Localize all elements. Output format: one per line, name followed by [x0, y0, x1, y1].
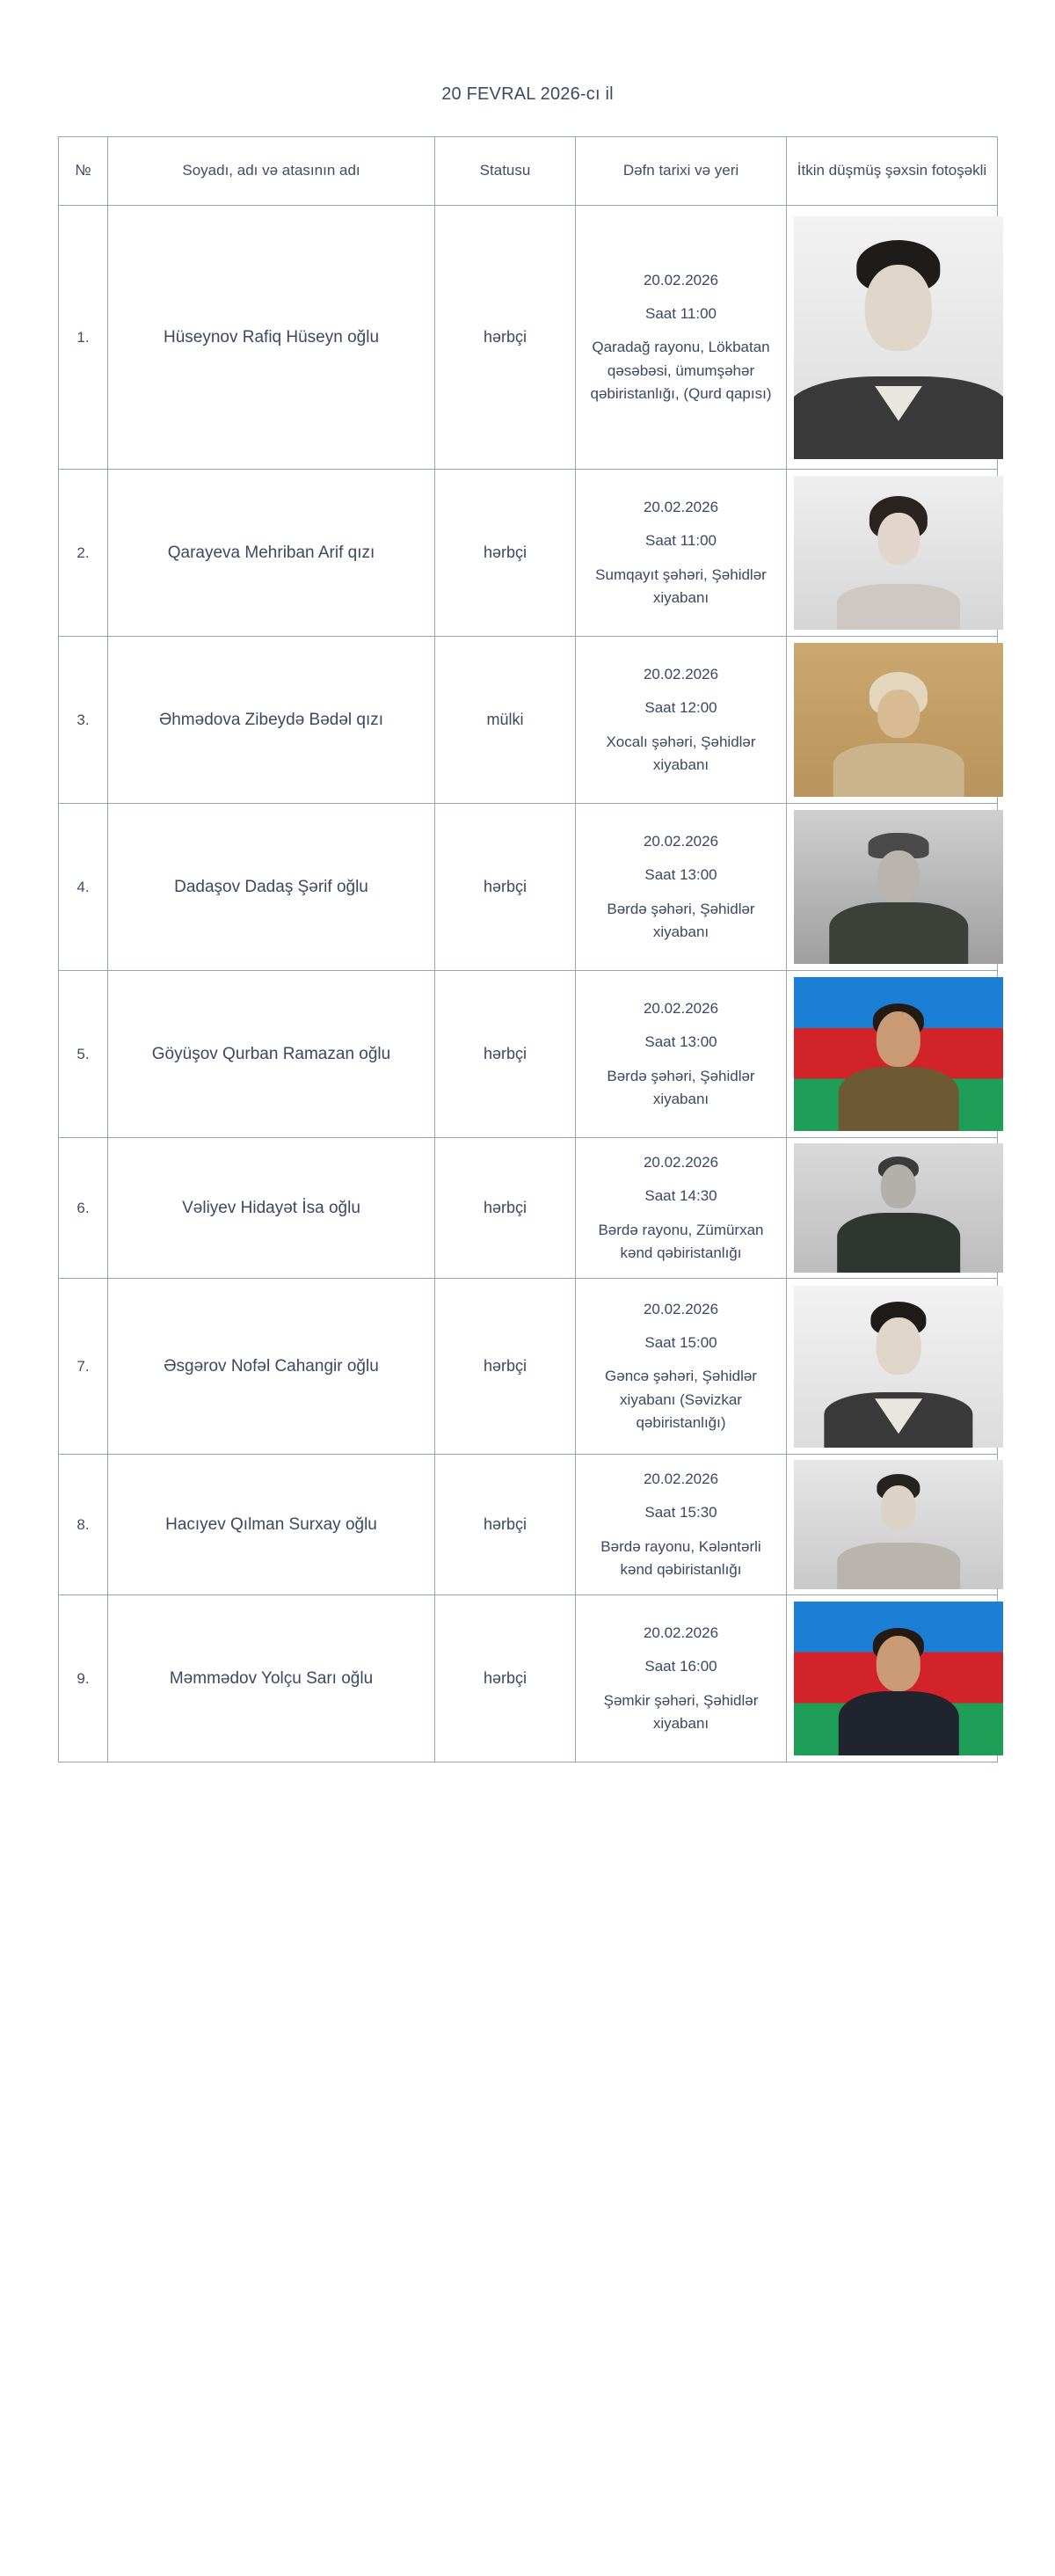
portrait-photo: [794, 1143, 1003, 1273]
photo-cell: [787, 470, 998, 637]
burial-location: Bərdə şəhəri, Şəhidlər xiyabanı: [607, 1067, 755, 1107]
burial-table-container: [58, 136, 997, 1762]
burial-date: 20.02.2026: [643, 832, 719, 850]
burial-date: 20.02.2026: [643, 1470, 719, 1487]
person-status: hərbçi: [435, 1455, 576, 1595]
burial-location: Şəmkir şəhəri, Şəhidlər xiyabanı: [603, 1691, 759, 1732]
photo-cell: [787, 971, 998, 1138]
burial-date-place: [576, 804, 787, 971]
person-status: hərbçi: [435, 1595, 576, 1762]
person-name: Hacıyev Qılman Surxay oğlu: [108, 1455, 435, 1595]
row-number: 2.: [59, 470, 108, 637]
table-row: [59, 1138, 998, 1279]
burial-date-place: [576, 637, 787, 804]
photo-cell: [787, 1595, 998, 1762]
burial-date-place: [576, 1138, 787, 1279]
burial-time: Saat 15:00: [644, 1333, 717, 1351]
burial-location: Bərdə rayonu, Kələntərli kənd qəbiristanlığı: [600, 1537, 761, 1578]
photo-cell: [787, 637, 998, 804]
table-body: [59, 206, 998, 1762]
portrait-photo: [794, 1460, 1003, 1589]
person-name: Vəliyev Hidayət İsa oğlu: [108, 1138, 435, 1279]
burial-date: 20.02.2026: [643, 665, 719, 682]
burial-date-place: [576, 470, 787, 637]
photo-cell: [787, 1279, 998, 1455]
person-status: hərbçi: [435, 206, 576, 470]
burial-time: Saat 11:00: [645, 532, 717, 550]
column-header-burial-date-place: Dəfn tarixi və yeri: [576, 137, 787, 206]
row-number: 6.: [59, 1138, 108, 1279]
person-status: hərbçi: [435, 804, 576, 971]
person-name: Göyüşov Qurban Ramazan oğlu: [108, 971, 435, 1138]
burial-location: Sumqayıt şəhəri, Şəhidlər xiyabanı: [595, 566, 767, 606]
burial-time: Saat 15:30: [644, 1504, 717, 1522]
portrait-photo: [794, 977, 1003, 1131]
burial-date-place: [576, 971, 787, 1138]
burial-time: Saat 12:00: [644, 699, 717, 717]
burial-time: Saat 13:00: [644, 1033, 717, 1051]
portrait-photo: [794, 476, 1003, 630]
person-name: Hüseynov Rafiq Hüseyn oğlu: [108, 206, 435, 470]
burial-location: Bərdə şəhəri, Şəhidlər xiyabanı: [607, 900, 755, 940]
person-status: hərbçi: [435, 470, 576, 637]
photo-cell: [787, 206, 998, 470]
row-number: 7.: [59, 1279, 108, 1455]
photo-cell: [787, 804, 998, 971]
portrait-photo: [794, 216, 1003, 459]
portrait-photo: [794, 1286, 1003, 1448]
burial-time: Saat 13:00: [644, 866, 717, 884]
burial-time: Saat 11:00: [645, 304, 717, 322]
burial-location: Gəncə şəhəri, Şəhidlər xiyabanı (Səvizkar qəbiristanlığı): [605, 1368, 757, 1432]
burial-date: 20.02.2026: [643, 271, 719, 288]
person-status: hərbçi: [435, 1138, 576, 1279]
person-status: hərbçi: [435, 971, 576, 1138]
burial-location: Bərdə rayonu, Zümürxan kənd qəbiristanlığı: [598, 1221, 764, 1261]
photo-cell: [787, 1138, 998, 1279]
table-row: [59, 804, 998, 971]
table-header-row: [59, 137, 998, 206]
portrait-photo: [794, 810, 1003, 964]
burial-date: 20.02.2026: [643, 1624, 719, 1641]
column-header-photo: İtkin düşmüş şəxsin fotoşəkli: [787, 137, 998, 206]
column-header-number: №: [59, 137, 108, 206]
portrait-photo: [794, 643, 1003, 797]
row-number: 4.: [59, 804, 108, 971]
table-row: [59, 637, 998, 804]
burial-location: Qaradağ rayonu, Lökbatan qəsəbəsi, ümumşəhər qəbiristanlığı, (Qurd qapısı): [590, 339, 772, 403]
burial-location: Xocalı şəhəri, Şəhidlər xiyabanı: [606, 733, 756, 773]
person-name: Qarayeva Mehriban Arif qızı: [108, 470, 435, 637]
row-number: 5.: [59, 971, 108, 1138]
table-row: [59, 1455, 998, 1595]
burial-time: Saat 14:30: [644, 1187, 717, 1205]
table-header: [59, 137, 998, 206]
person-name: Əsgərov Nofəl Cahangir oğlu: [108, 1279, 435, 1455]
row-number: 8.: [59, 1455, 108, 1595]
burial-date-place: [576, 1455, 787, 1595]
burial-date-place: [576, 1279, 787, 1455]
burial-date: 20.02.2026: [643, 498, 719, 515]
person-name: Əhmədova Zibeydə Bədəl qızı: [108, 637, 435, 804]
burial-date-place: [576, 1595, 787, 1762]
row-number: 3.: [59, 637, 108, 804]
table-row: [59, 470, 998, 637]
burial-date: 20.02.2026: [643, 1153, 719, 1171]
person-name: Dadaşov Dadaş Şərif oğlu: [108, 804, 435, 971]
portrait-photo: [794, 1602, 1003, 1755]
photo-cell: [787, 1455, 998, 1595]
burial-date: 20.02.2026: [643, 1300, 719, 1317]
person-name: Məmmədov Yolçu Sarı oğlu: [108, 1595, 435, 1762]
row-number: 9.: [59, 1595, 108, 1762]
burial-date-place: [576, 206, 787, 470]
table-row: [59, 206, 998, 470]
table-row: [59, 1279, 998, 1455]
burial-time: Saat 16:00: [644, 1658, 717, 1675]
person-status: mülki: [435, 637, 576, 804]
burial-date: 20.02.2026: [643, 999, 719, 1017]
column-header-name: Soyadı, adı və atasının adı: [108, 137, 435, 206]
column-header-status: Statusu: [435, 137, 576, 206]
page-title: 20 FEVRAL 2026-cı il: [441, 84, 614, 104]
table-row: [59, 1595, 998, 1762]
row-number: 1.: [59, 206, 108, 470]
person-status: hərbçi: [435, 1279, 576, 1455]
table-row: [59, 971, 998, 1138]
burial-table: [58, 136, 998, 1762]
